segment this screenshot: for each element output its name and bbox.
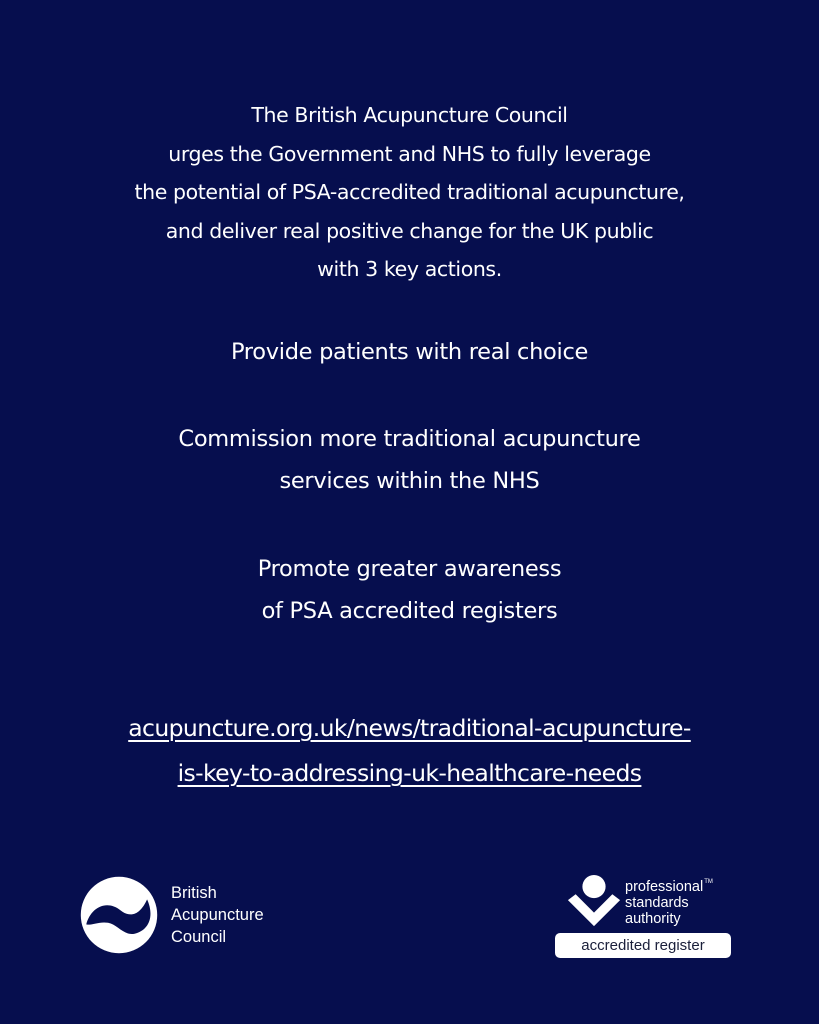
intro-line: with 3 key actions.: [317, 257, 502, 281]
bac-logo-line: British: [171, 884, 217, 902]
bac-yin-yang-logo-icon: [80, 876, 158, 954]
news-link-line[interactable]: is-key-to-addressing-uk-healthcare-needs: [177, 759, 642, 787]
intro-statement: [0, 96, 819, 289]
intro-line: the potential of PSA-accredited traditional acupuncture,: [134, 180, 685, 204]
intro-line: The British Acupuncture Council: [251, 103, 568, 127]
action-line: Promote greater awareness: [257, 556, 562, 582]
psa-person-check-logo-icon: [565, 874, 623, 930]
key-action-3: [0, 548, 819, 632]
psa-accredited-register-logo: [555, 872, 733, 960]
action-line: Provide patients with real choice: [230, 339, 589, 365]
trademark-symbol: TM: [704, 879, 713, 885]
psa-logo-line: authority: [625, 911, 681, 927]
psa-logo-line: standards: [625, 895, 689, 911]
bac-logo-line: Council: [171, 928, 227, 946]
intro-line: and deliver real positive change for the UK public: [165, 218, 654, 243]
bac-logo-text: [171, 882, 264, 948]
key-action-1: [0, 331, 819, 373]
bac-logo-line: Acupuncture: [171, 906, 264, 924]
psa-logo-line: professional: [625, 879, 704, 895]
psa-logo-text: [625, 874, 713, 927]
accredited-register-badge: accredited register: [555, 933, 731, 958]
key-action-2: [0, 418, 819, 502]
action-line: services within the NHS: [279, 468, 540, 494]
action-line: of PSA accredited registers: [261, 598, 558, 624]
news-link[interactable]: [0, 706, 819, 796]
news-link-line[interactable]: acupuncture.org.uk/news/traditional-acupuncture-: [128, 714, 691, 742]
intro-line: urges the Government and NHS to fully leverage: [168, 141, 651, 166]
action-line: Commission more traditional acupuncture: [178, 426, 641, 452]
british-acupuncture-council-logo: [80, 876, 264, 954]
